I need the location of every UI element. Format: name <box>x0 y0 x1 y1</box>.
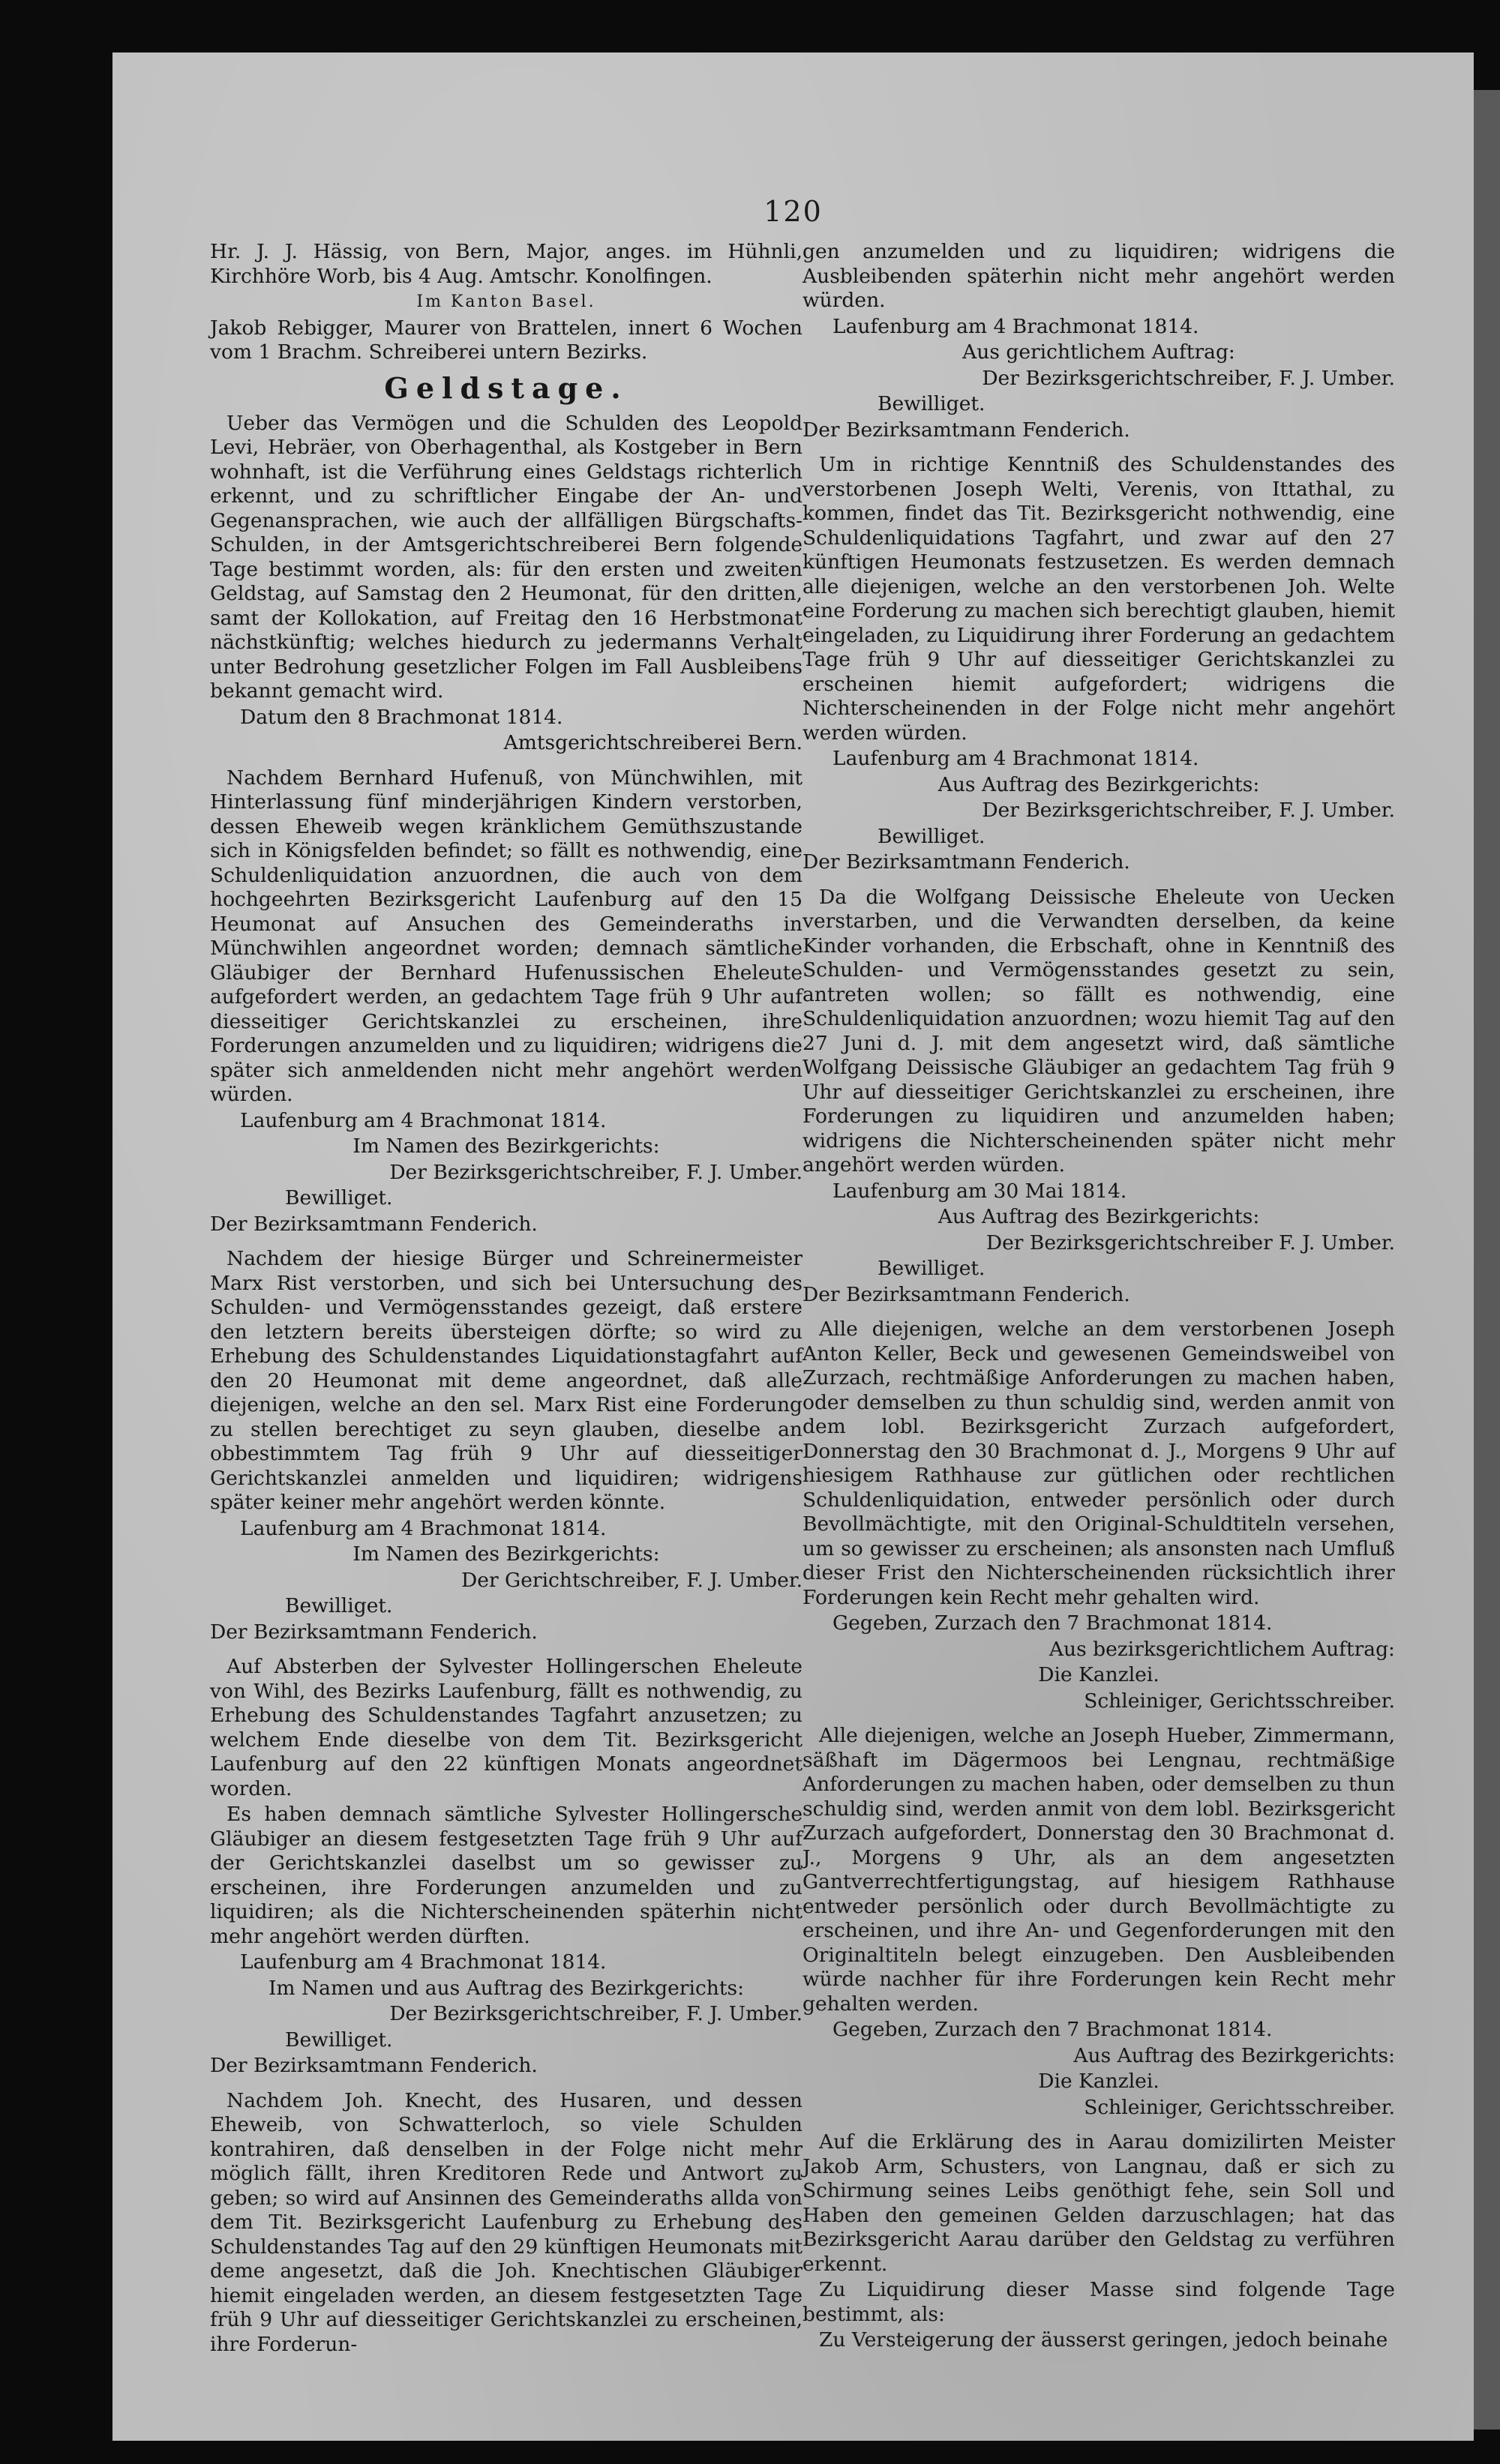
text-block: gen anzumelden und zu liquidiren; widrigens die Ausbleibenden späterhin nicht mehr angehört werden würden. <box>802 240 1395 312</box>
text-block: Bewilliget. <box>878 824 986 848</box>
text-block: Laufenburg am 4 Brachmonat 1814. <box>832 314 1199 338</box>
right-column <box>802 240 1396 2352</box>
text-block: Der Bezirksamtmann Fenderich. <box>210 1620 538 1644</box>
text-block: Zu Liquidirung dieser Masse sind folgende Tage bestimmt, als: <box>802 2278 1395 2326</box>
text-block: Der Gerichtschreiber, F. J. Umber. <box>461 1568 802 1592</box>
spacer <box>210 1238 802 1245</box>
text-block: Im Namen und aus Auftrag des Bezirkgerichts: <box>268 1976 745 2000</box>
text-block: Um in richtige Kenntniß des Schuldenstandes des verstorbenen Joseph Welti, Verenis, von Ittathal, zu kommen, findet das Tit. Bezirksgericht nothwendig, eine Schuldenliquidations Tagfahrt, und zwar auf den 27 künftigen Heumonats festzusetzen. Es werden demnach alle diejenigen, welche an den verstorbenen Joh. Welte eine Forderung zu machen sich berechtigt glauben, hiemit eingeladen, zu Liquidirung ihrer Forderung an gedachtem Tage früh 9 Uhr auf diesseitiger Gerichtskanzlei zu erscheinen hiemit aufgefordert; widrigens die Nichterscheinenden in der Folge nicht mehr angehört werden würden. <box>802 453 1396 745</box>
newspaper-page <box>112 52 1474 2441</box>
text-block: Bewilliget. <box>285 1186 393 1210</box>
text-block: Jakob Rebigger, Maurer von Brattelen, innert 6 Wochen vom 1 Brachm. Schreiberei untern Bezirks. <box>210 316 802 364</box>
spacer <box>210 757 802 765</box>
spacer <box>802 444 1395 451</box>
text-block: Auf Absterben der Sylvester Hollingerschen Eheleute von Wihl, des Bezirks Laufenburg, fällt es nothwendig, zu Erhebung des Schuldenstandes Tagfahrt anzusetzen; zu welchem Ende dieselbe von dem Tit. Bezirksgericht Laufenburg auf den 22 künftigen Monats angeordnet worden. <box>210 1655 802 1800</box>
text-block: Der Bezirksgerichtschreiber, F. J. Umber. <box>982 799 1395 822</box>
text-block: Der Bezirksamtmann Fenderich. <box>802 1282 1130 1306</box>
text-block: Bewilliget. <box>285 2028 393 2052</box>
text-block: Aus bezirksgerichtlichem Auftrag: <box>1048 1637 1395 1661</box>
spacer <box>802 877 1395 884</box>
text-block: Der Bezirksgerichtschreiber, F. J. Umber. <box>982 366 1395 390</box>
text-block: Der Bezirksamtmann Fenderich. <box>802 418 1130 442</box>
text-block: Laufenburg am 4 Brachmonat 1814. <box>240 1516 607 1540</box>
text-block: Laufenburg am 30 Mai 1814. <box>832 1179 1127 1203</box>
left-column <box>210 240 802 2356</box>
text-block: Nachdem der hiesige Bürger und Schreinermeister Marx Rist verstorben, und sich bei Untersuchung des Schulden- und Vermögensstandes gezeigt, daß erstere den letztern bereits übersteigen dörfte; so wird zu Erhebung des Schuldenstandes Liquidationstagfahrt auf den 20 Heumonat mit deme angeordnet, daß alle diejenigen, welche an den sel. Marx Rist eine Forderung zu stellen berechtiget zu seyn glauben, dieselbe an obbestimmtem Tag früh 9 Uhr auf diesseitiger Gerichtskanzlei anmelden und liquidiren; widrigens später keiner mehr angehört werden könnte. <box>210 1247 802 1514</box>
text-block: Ueber das Vermögen und die Schulden des Leopold Levi, Hebräer, von Oberhagenthal, als Kostgeber in Bern wohnhaft, ist die Verführung eines Geldstags richterlich erkennt, und zu schriftlicher Eingabe der An- und Gegenansprachen, wie auch der allfälligen Bürgschafts-Schulden, in der Amtsgerichtschreiberei Bern folgende Tage bestimmt worden, als: für den ersten und zweiten Geldstag, auf Samstag den 2 Heumonat, für den dritten, samt der Kollokation, auf Freitag den 16 Herbstmonat nächstkünftig; welches hiedurch zu jedermanns Verhalt unter Bedrohung gesetzlicher Folgen im Fall Ausbleibens bekannt gemacht wird. <box>210 411 802 703</box>
text-block: Alle diejenigen, welche an Joseph Hueber, Zimmermann, säßhaft im Dägermoos bei Lengnau, rechtmäßige Anforderungen zu machen haben, oder demselben zu thun schuldig sind, werden anmit von dem lobl. Bezirksgericht Zurzach aufgefordert, Donnerstag den 30 Brachmonat d. J., Morgens 9 Uhr, als an dem angesetzten Gantverrechtfertigungstag, auf hiesigem Rathhause entweder persönlich oder durch Bevollmächtigte zu erscheinen, und ihre An- und Gegenforderungen mit den Originaltiteln belegt einzugeben. Den Ausbleibenden würde nachher für ihre Forderungen kein Recht mehr gehalten werden. <box>802 1724 1395 2016</box>
text-block: Laufenburg am 4 Brachmonat 1814. <box>240 1108 607 1132</box>
text-block: Der Bezirksamtmann Fenderich. <box>210 1212 538 1236</box>
text-block: Laufenburg am 4 Brachmonat 1814. <box>832 747 1199 770</box>
text-block: Bewilliget. <box>878 392 986 415</box>
text-block: Amtsgerichtschreiberei Bern. <box>503 731 802 754</box>
text-block: Datum den 8 Brachmonat 1814. <box>240 705 563 729</box>
text-block: Bewilliget. <box>285 1594 393 1617</box>
text-block: Der Bezirksgerichtschreiber, F. J. Umber. <box>389 2002 802 2025</box>
text-block: Bewilliget. <box>878 1257 986 1280</box>
text-block: Gegeben, Zurzach den 7 Brachmonat 1814. <box>832 2018 1273 2041</box>
text-block: Schleiniger, Gerichtsschreiber. <box>1084 2095 1395 2119</box>
text-block: Zu Versteigerung der äusserst geringen, jedoch beinahe <box>819 2328 1388 2352</box>
text-block: Der Bezirksgerichtschreiber, F. J. Umber. <box>389 1160 802 1184</box>
text-block: Aus Auftrag des Bezirkgerichts: <box>1073 2043 1395 2067</box>
text-block: Im Kanton Basel. <box>416 292 596 311</box>
text-block: Nachdem Bernhard Hufenuß, von Münchwihlen, mit Hinterlassung fünf minderjährigen Kindern verstorben, dessen Eheweib wegen kränklichem Gemüthszustande sich in Königsfelden befindet; so fällt es nothwendig, eine Schuldenliquidation anzuordnen, die auch von dem hochgeehrten Bezirksgericht Laufenburg auf den 15 Heumonat auf Ansuchen des Gemeinderaths in Münchwihlen angeordnet worden; demnach sämtliche Gläubiger der Bernhard Hufenussischen Eheleute aufgefordert werden, an gedachtem Tage früh 9 Uhr auf diesseitiger Gerichtskanzlei zu erscheinen, ihre Forderungen anzumelden und zu liquidiren; widrigens die später sich anmeldenden nicht mehr angehört werden würden. <box>210 766 802 1106</box>
spacer <box>802 1715 1395 1722</box>
spacer <box>802 2121 1395 2129</box>
text-block: Die Kanzlei. <box>1038 1663 1160 1686</box>
section-heading: Geldstage. <box>384 370 628 405</box>
text-block: Die Kanzlei. <box>1038 2070 1160 2093</box>
text-block: Nachdem Joh. Knecht, des Husaren, und dessen Eheweib, von Schwatterloch, so viele Schulden kontrahiren, daß denselben in der Folge nicht mehr möglich fällt, ihren Kreditoren Rede und Antwort zu geben; so wird auf Ansinnen des Gemeinderaths allda von dem Tit. Bezirksgericht Laufenburg zu Erhebung des Schuldenstandes Tag auf den 29 künftigen Heumonats mit deme angesetzt, daß die Joh. Knechtischen Gläubiger hiemit eingeladen werden, an diesem festgesetzten Tage früh 9 Uhr auf diesseitiger Gerichtskanzlei zu erscheinen, ihre Forderun- <box>210 2088 802 2356</box>
spacer <box>210 1646 802 1653</box>
text-block: Aus Auftrag des Bezirkgerichts: <box>938 1205 1260 1228</box>
adjacent-page-edge <box>1474 90 1500 2430</box>
text-block: Hr. J. J. Hässig, von Bern, Major, anges. im Hühnli, Kirchhöre Worb, bis 4 Aug. Amtschr. Konolfingen. <box>210 240 802 288</box>
text-block: Alle diejenigen, welche an dem verstorbenen Joseph Anton Keller, Beck und gewesenen Gemeindsweibel von Zurzach, rechtmäßige Anforderungen zu machen haben, oder demselben zu thun schuldig sind, werden anmit von dem lobl. Bezirksgericht Zurzach aufgefordert, Donnerstag den 30 Brachmonat d. J., Morgens 9 Uhr auf hiesigem Rathhause zur gütlichen oder rechtlichen Schuldenliquidation, entweder persönlich oder durch Bevollmächtigte, mit den Original-Schuldtiteln versehen, um so gewisser zu erscheinen; als ansonsten nach Umfluß dieser Frist den Nichterscheinenden rücksichtlich ihrer Forderungen kein Recht mehr gehalten wird. <box>802 1317 1395 1609</box>
text-block: Laufenburg am 4 Brachmonat 1814. <box>240 1950 607 1974</box>
text-block: Auf die Erklärung des in Aarau domizilirten Meister Jakob Arm, Schusters, von Langnau, daß er sich zu Schirmung seines Leibs genöthigt fehe, sein Soll und Haben den gemeinen Gelden darzuschlagen; hat das Bezirksgericht Aarau darüber den Geldstag zu verführen erkennt. <box>802 2130 1395 2276</box>
text-block: Da die Wolfgang Deissische Eheleute von Uecken verstarben, und die Verwandten derselben, da keine Kinder vorhanden, die Erbschaft, ohne in Kenntniß des Schulden- und Vermögensstandes gesetzt zu sein, antreten wollen; so fällt es nothwendig, eine Schuldenliquidation anzuordnen; wozu hiemit Tag auf den 27 Juni d. J. mit dem angesetzt wird, daß sämtliche Wolfgang Deissische Gläubiger an gedachtem Tag früh 9 Uhr auf diesseitiger Gerichtskanzlei zu erscheinen, ihre Forderungen zu liquidiren und anzumelden haben; widrigens die Nichterscheinenden später nicht mehr angehört werden würden. <box>802 885 1395 1177</box>
text-block: Aus Auftrag des Bezirkgerichts: <box>938 772 1260 796</box>
text-block: Es haben demnach sämtliche Sylvester Hollingersche Gläubiger an diesem festgesetzten Tage früh 9 Uhr auf der Gerichtskanzlei daselbst um so gewisser zu erscheinen, ihre Forderungen anzumelden und zu liquidiren; als die Nichterscheinenden späterhin nicht mehr angehört werden dürften. <box>210 1803 802 1948</box>
text-block: Aus gerichtlichem Auftrag: <box>962 340 1235 364</box>
spacer <box>802 1308 1395 1316</box>
text-block: Im Namen des Bezirkgerichts: <box>352 1542 660 1566</box>
text-block: Schleiniger, Gerichtsschreiber. <box>1084 1689 1395 1713</box>
text-block: Im Namen des Bezirkgerichts: <box>352 1135 660 1158</box>
text-block: Der Bezirksamtmann Fenderich. <box>802 850 1130 874</box>
page-number: 120 <box>764 195 823 228</box>
spacer <box>210 2080 802 2088</box>
text-block: Gegeben, Zurzach den 7 Brachmonat 1814. <box>832 1611 1273 1635</box>
text-block: Der Bezirksamtmann Fenderich. <box>210 2054 538 2077</box>
text-block: Der Bezirksgerichtschreiber F. J. Umber. <box>986 1231 1395 1254</box>
